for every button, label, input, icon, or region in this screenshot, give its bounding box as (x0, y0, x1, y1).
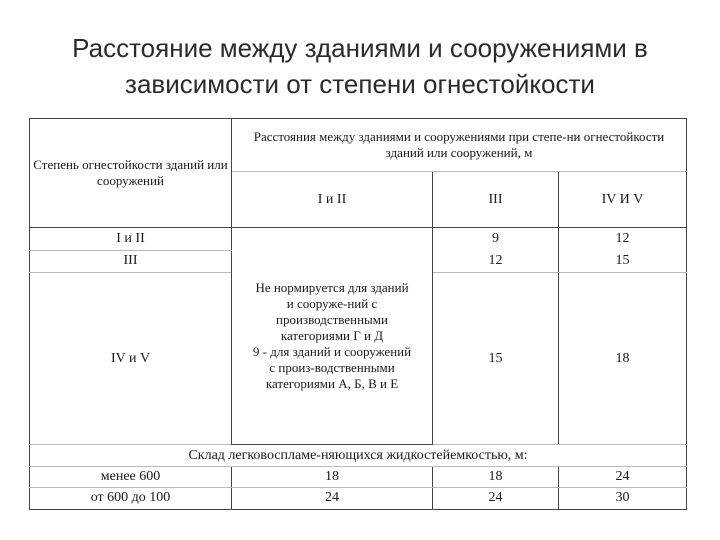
row-value-col3: 12 (433, 250, 559, 272)
storage-label: менее 600 (30, 467, 232, 487)
storage-label: от 600 до 100 (30, 487, 232, 509)
row-degree: III (30, 250, 232, 272)
table-row (30, 467, 687, 487)
storage-value-col3: 24 (433, 487, 559, 509)
storage-title-cell: Склад легковоспламе-няющихся жидкостейемкостью, м: (30, 445, 687, 467)
storage-title-row (30, 445, 687, 467)
row-degree: IV и V (30, 272, 232, 444)
row-degree: I и II (30, 228, 232, 250)
note-line: и сооруже-ний с (286, 296, 378, 312)
storage-value-col2: 24 (232, 487, 433, 509)
note-line: категориями Г и Д (280, 328, 384, 344)
storage-value-col2: 18 (232, 467, 433, 487)
header-col-3: III (433, 171, 559, 228)
header-degree-cell: Степень огнестойкости зданий или сооружений (30, 119, 232, 228)
fire-distance-table (29, 118, 687, 510)
row-value-col4: 12 (559, 228, 687, 250)
note-line: с произ-водственными (269, 360, 395, 376)
table-row (30, 228, 687, 250)
row-value-col4: 18 (559, 272, 687, 444)
row-value-col3: 9 (433, 228, 559, 250)
header-col-1-2: I и II (232, 171, 433, 228)
storage-value-col4: 30 (559, 487, 687, 509)
note-line: Не нормируется для зданий (255, 280, 409, 296)
header-col-4-5: IV И V (559, 171, 687, 228)
storage-value-col4: 24 (559, 467, 687, 487)
header-row-group (30, 119, 687, 172)
note-line: категориями А, Б, В и Е (265, 376, 399, 392)
row-value-col4: 15 (559, 250, 687, 272)
storage-value-col3: 18 (433, 467, 559, 487)
title-line-1: Расстояние между зданиями и сооружениями в (72, 33, 648, 63)
table-row (30, 487, 687, 509)
note-line: 9 - для зданий и сооружений (252, 344, 412, 360)
note-cell (232, 228, 433, 445)
row-value-col3: 15 (433, 272, 559, 444)
title-line-2: зависимости от степени огнестойкости (125, 69, 595, 99)
note-line: производственными (276, 312, 388, 328)
slide-title (40, 30, 680, 102)
header-distances-cell: Расстояния между зданиями и сооружениями при степе-ни огнестойкости зданий или сооружений, м (232, 119, 687, 172)
